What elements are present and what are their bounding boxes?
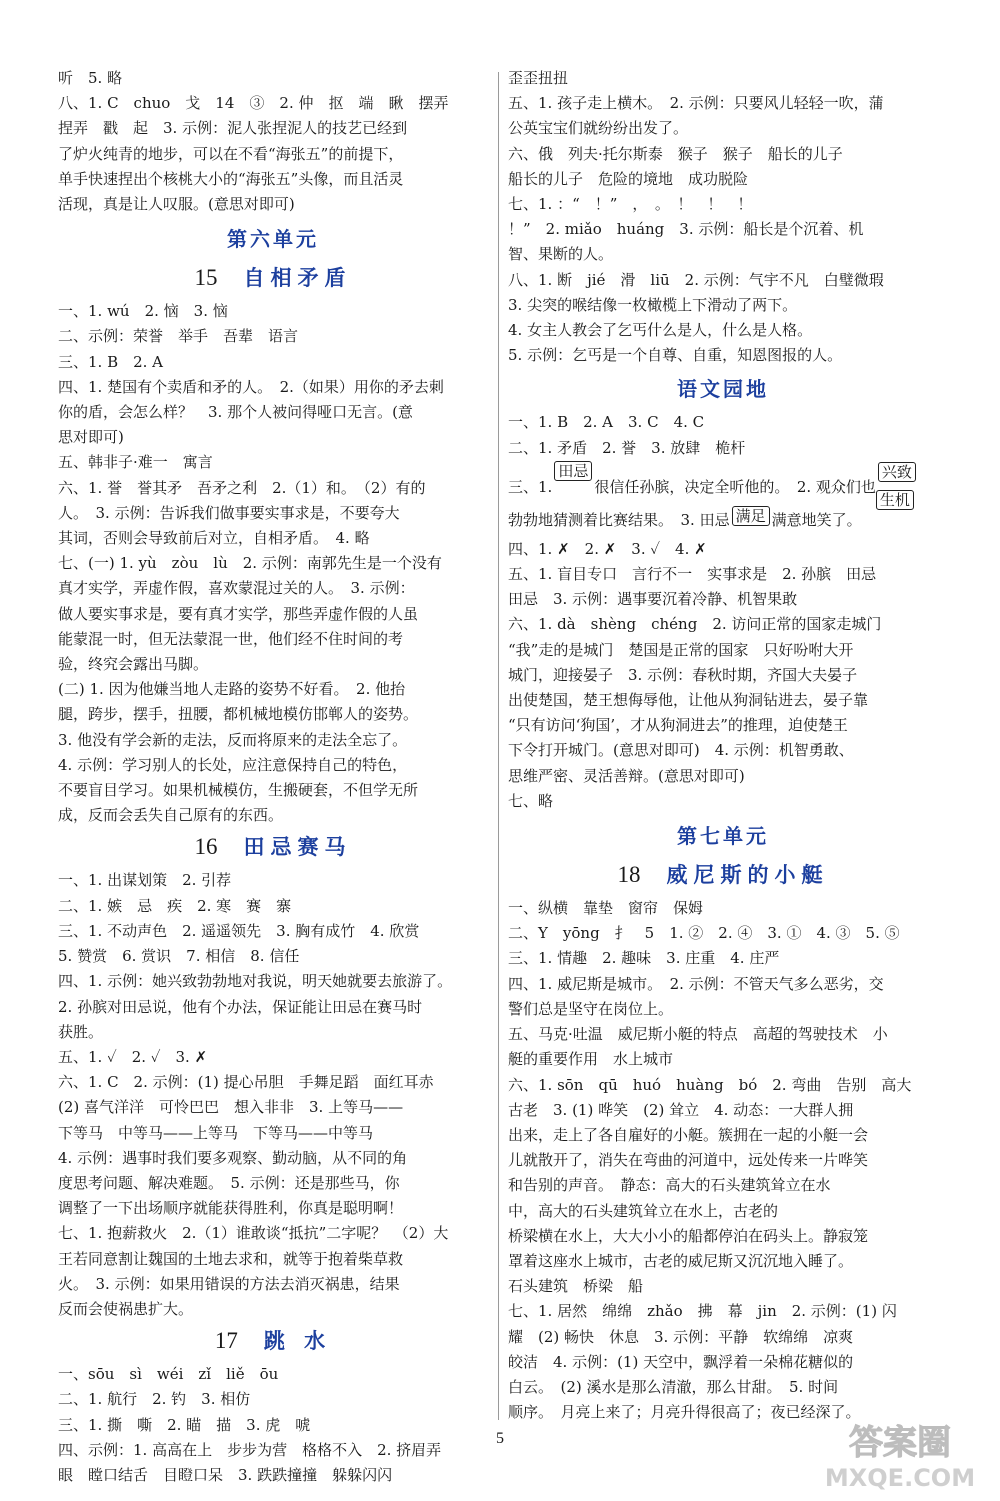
answer-line: 二、1. 矛盾 2. 誉 3. 放肆 桅杆 [508,438,746,457]
answer-line: 成，反而会丢失自己原有的东西。 [58,806,284,825]
lesson-name: 跳 水 [263,1329,332,1354]
answer-line: 反而会使祸患扩大。 [58,1299,194,1318]
answer-line: 三、1. B 2. A [58,352,164,371]
answer-line: 火。 3. 示例：如果用错误的方法去消灭祸患，结果 [58,1274,400,1293]
answer-line: 思对即可) [58,428,124,447]
answer-line: 六、1. 誉 誉其矛 吾矛之利 2.（1）和。 （2）有的 [58,478,426,497]
answer-line: 活现，真是让人叹服。(意思对即可) [58,195,295,214]
section-heading: 语文园地 [677,377,769,402]
answer-line: 六、俄 列夫·托尔斯泰 猴子 猴子 船长的儿子 [508,144,843,163]
answer-line: 公英宝宝们就纷纷出发了。 [508,119,689,138]
answer-line: 腿，跨步，摆手，扭腰，都机械地模仿邯郸人的姿势。 [58,705,419,724]
answer-line: 真才实学，弄虚作假，喜欢蒙混过关的人。 3. 示例： [58,579,415,598]
left-column [58,66,488,1488]
marked-word-box: 满足 [732,506,770,526]
unit-heading: 第七单元 [677,824,769,849]
answer-line: 4. 示例：学习别人的长处，应注意保持自己的特色， [58,755,408,774]
answer-line: 田忌 3. 示例：遇事要沉着冷静、机智果敢 [508,590,798,609]
answer-line: 中，高大的石头建筑耸立在水上，古老的 [508,1201,779,1220]
watermark-line2: MXQE.COM [824,1464,976,1492]
answer-line: 了炉火纯青的地步，可以在不看“海张五”的前提下， [58,144,404,163]
answer-line: 三、1. 不动声色 2. 遥遥领先 3. 胸有成竹 4. 欣赏 [58,921,420,940]
answer-line: 一、sōu sì wéi zǐ liě ōu [58,1365,279,1384]
answer-line: 一、1. wú 2. 恼 3. 恼 [58,302,228,321]
answer-line: ！” 2. miǎo huáng 3. 示例：船长是个沉着、机 [508,220,864,239]
answer-line: 六、1. C 2. 示例：(1) 提心吊胆 手舞足蹈 面红耳赤 [58,1073,434,1092]
answer-line: 白云。 (2) 溪水是那么清澈，那么甘甜。 5. 时间 [508,1377,839,1396]
answer-line: 八、1. 断 jié 滑 liū 2. 示例：气宇不凡 白璧微瑕 [508,270,884,289]
answer-line: 艇的重要作用 水上城市 [508,1050,674,1069]
annot-text: 勃勃地猜测着比赛结果。 3. 田忌 [508,510,730,529]
answer-line: 能蒙混一时，但无法蒙混一世，他们经不住时间的考 [58,629,404,648]
watermark-logo [812,1416,988,1494]
lesson-name: 威尼斯的小艇 [666,863,829,888]
lesson-heading [58,1322,488,1360]
answer-line: 二、示例：荣誉 举手 吾辈 语言 [58,327,299,346]
annot-text: 满意地笑了。 [771,510,862,529]
answer-line: 四、1. 示例：她兴致勃勃地对我说，明天她就要去旅游了。 [58,972,453,991]
answer-line: 度思考问题、解决难题。 5. 示例：还是那些马，你 [58,1173,400,1192]
answer-line: 5. 示例：乞丐是一个自尊、自重，知恩图报的人。 [508,346,843,365]
answer-line: 五、1. ✓ 2. ✓ 3. ✗ [58,1047,208,1066]
lesson-number: 18 [617,862,641,888]
answer-line: 七、1. ：“ ！” ， 。 ！ ！ ！ [508,195,753,214]
answer-line: 歪歪扭扭 [508,69,569,87]
answer-line: 调整了一下出场顺序就能获得胜利，你真是聪明啊！ [58,1199,404,1218]
answer-line: 出使楚国，楚王想侮辱他，让他从狗洞钻进去，晏子靠 [508,691,869,710]
answer-line: 四、1. 威尼斯是城市。 2. 示例：不管天气多么恶劣，交 [508,974,884,993]
answer-line: 其词，否则会导致前后对立，自相矛盾。 4. 略 [58,529,370,548]
answer-line: 二、1. 嫉 忌 疾 2. 寒 赛 寨 [58,896,292,915]
answer-line: 城门，迎接晏子 3. 示例：春秋时期，齐国大夫晏子 [508,665,858,684]
answer-line: 你的盾，会怎么样？ 3. 那个人被问得哑口无言。(意 [58,403,413,422]
answer-line: 一、1. 出谋划策 2. 引荐 [58,871,232,890]
annot-prefix: 三、1. [508,477,553,496]
marked-word-box: 田忌 [554,461,592,481]
answer-line: 一、1. B 2. A 3. C 4. C [508,413,705,432]
right-column [508,66,938,1425]
answer-line: 单手快速捏出个核桃大小的“海张五”头像，而且活灵 [58,169,404,188]
watermark-line1: 答案圈 [849,1423,951,1463]
annot-stack [876,462,920,509]
answer-line: 五、韩非子·难一 寓言 [58,453,213,472]
answer-line: 一、纵横 靠垫 窗帘 保姆 [508,899,704,918]
lesson-heading [58,828,488,866]
answer-line: 捏弄 戳 起 3. 示例：泥人张捏泥人的技艺已经到 [58,119,408,138]
lesson-heading [58,259,488,297]
answer-line: 四、1. 楚国有个卖盾和矛的人。 2.（如果）用你的矛去刺 [58,377,444,396]
answer-line: 思维严密、灵活善辩。(意思对即可) [508,766,745,785]
marked-word-box: 生机 [876,490,914,510]
answer-line: 眼 瞠口结舌 目瞪口呆 3. 跌跌撞撞 躲躲闪闪 [58,1465,393,1484]
answer-line: 出来，走上了各自雇好的小艇。簇拥在一起的小艇一会 [508,1125,869,1144]
answer-line: 2. 孙膑对田忌说，他有个办法，保证能让田忌在赛马时 [58,997,423,1016]
answer-line: 智、果断的人。 [508,245,614,264]
answer-line: 5. 赞赏 6. 赏识 7. 相信 8. 信任 [58,947,300,966]
answer-line: (二) 1. 因为他嫌当地人走路的姿势不好看。 2. 他抬 [58,680,406,699]
answer-line: 七、(一) 1. yù zòu lù 2. 示例：南郭先生是一个没有 [58,554,442,573]
answer-line: 3. 他没有学会新的走法，反而将原来的走法全忘了。 [58,730,408,749]
answer-line: 耀 (2) 畅快 休息 3. 示例：平静 软绵绵 凉爽 [508,1327,854,1346]
answer-line: 听 5. 略 [58,69,123,87]
answer-line: 和告别的声音。 静态：高大的石头建筑耸立在水 [508,1176,831,1195]
lesson-name: 田忌赛马 [243,835,352,860]
answer-line: 4. 女主人教会了乞丐什么是人，什么是人格。 [508,321,813,340]
answer-line: 六、1. dà shèng chéng 2. 访问正常的国家走城门 [508,615,882,634]
lesson-number: 17 [214,1328,238,1354]
answer-line: 桥梁横在水上，大大小小的船都停泊在码头上。静寂笼 [508,1226,869,1245]
answer-line: 下等马 中等马——上等马 下等马——中等马 [58,1123,374,1142]
answer-line: 石头建筑 桥梁 船 [508,1277,644,1296]
answer-line: 五、马克·吐温 威尼斯小艇的特点 高超的驾驶技术 小 [508,1025,888,1044]
answer-line: 验，终究会露出马脚。 [58,655,209,674]
answer-line: 八、1. C chuo 戈 14 ③ 2. 仲 抠 端 瞅 摆弄 [58,94,449,113]
answer-line: 二、1. 航行 2. 钓 3. 相仿 [58,1390,251,1409]
answer-line: 五、1. 孩子走上横木。 2. 示例：只要风儿轻轻一吹，蒲 [508,94,884,113]
page-number: 5 [496,1430,504,1447]
answer-line: 人。 3. 示例：告诉我们做事要实事求是，不要夸大 [58,503,400,522]
answer-line: “我”走的是城门 楚国是正常的国家 只好吩咐大开 [508,640,854,659]
answer-line: 王若同意割让魏国的土地去求和，就等于抱着柴草救 [58,1249,404,1268]
answer-line: 古老 3. (1) 哗笑 (2) 耸立 4. 动态：一大群人拥 [508,1100,854,1119]
lesson-number: 16 [194,834,218,860]
lesson-heading [508,856,938,894]
unit-heading: 第六单元 [227,227,319,252]
answer-line: 警们总是坚守在岗位上。 [508,999,674,1018]
annotated-line [508,461,938,509]
answer-line: (2) 喜气洋洋 可怜巴巴 想入非非 3. 上等马—— [58,1098,404,1117]
answer-line: 七、1. 抱薪救火 2.（1）谁敢谈“抵抗”二字呢？ （2）大 [58,1224,449,1243]
answer-line: 船长的儿子 危险的境地 成功脱险 [508,169,749,188]
answer-line: 五、1. 盲目专口 言行不一 实事求是 2. 孙膑 田忌 [508,565,877,584]
answer-line: 罩着这座水上城市，古老的威尼斯又沉沉地入睡了。 [508,1251,854,1270]
answer-line: 四、示例：1. 高高在上 步步为营 格格不入 2. 挤眉弄 [58,1440,442,1459]
lesson-number: 15 [194,265,218,291]
answer-line: “只有访问‘狗国’，才从狗洞进去”的推理，迫使楚王 [508,716,848,735]
column-divider [498,72,499,1420]
answer-line: 做人要实事求是，要有真才实学，那些弄虚作假的人虽 [58,604,419,623]
answer-line: 4. 示例：遇事时我们要多观察、勤动脑，从不同的角 [58,1148,408,1167]
answer-line: 六、1. sōn qū huó huàng bó 2. 弯曲 告别 高大 [508,1075,912,1094]
lesson-name: 自相矛盾 [243,266,352,291]
answer-line: 七、1. 居然 绵绵 zhǎo 拂 幕 jin 2. 示例：(1) 闪 [508,1302,897,1321]
answer-line: 七、略 [508,791,554,810]
marked-word-box: 兴致 [878,462,916,482]
answer-line: 顺序。 月亮上来了；月亮升得很高了；夜已经深了。 [508,1403,861,1422]
answer-line: 三、1. 撕 嘶 2. 瞄 描 3. 虎 唬 [58,1415,311,1434]
answer-line: 儿就散开了，消失在弯曲的河道中，远处传来一片哗笑 [508,1151,869,1170]
answer-line: 不要盲目学习。如果机械模仿，生搬硬套，不但学无所 [58,781,419,800]
answer-line: 四、1. ✗ 2. ✗ 3. ✓ 4. ✗ [508,539,707,558]
annot-text: 很信任孙膑，决定全听他的。 2. 观众们也 [594,477,876,496]
answer-line: 二、Y yōng 扌 5 1. ② 2. ④ 3. ① 4. ③ 5. ⑤ [508,924,900,943]
answer-line: 下令打开城门。(意思对即可) 4. 示例：机智勇敢、 [508,741,854,760]
annotated-line [508,503,938,537]
answer-line: 三、1. 情趣 2. 趣味 3. 庄重 4. 庄严 [508,949,780,968]
answer-line: 获胜。 [58,1022,104,1041]
answer-line: 3. 尖突的喉结像一枚橄榄上下滑动了两下。 [508,295,798,314]
answer-line: 皎洁 4. 示例：(1) 天空中，飘浮着一朵棉花糖似的 [508,1352,854,1371]
